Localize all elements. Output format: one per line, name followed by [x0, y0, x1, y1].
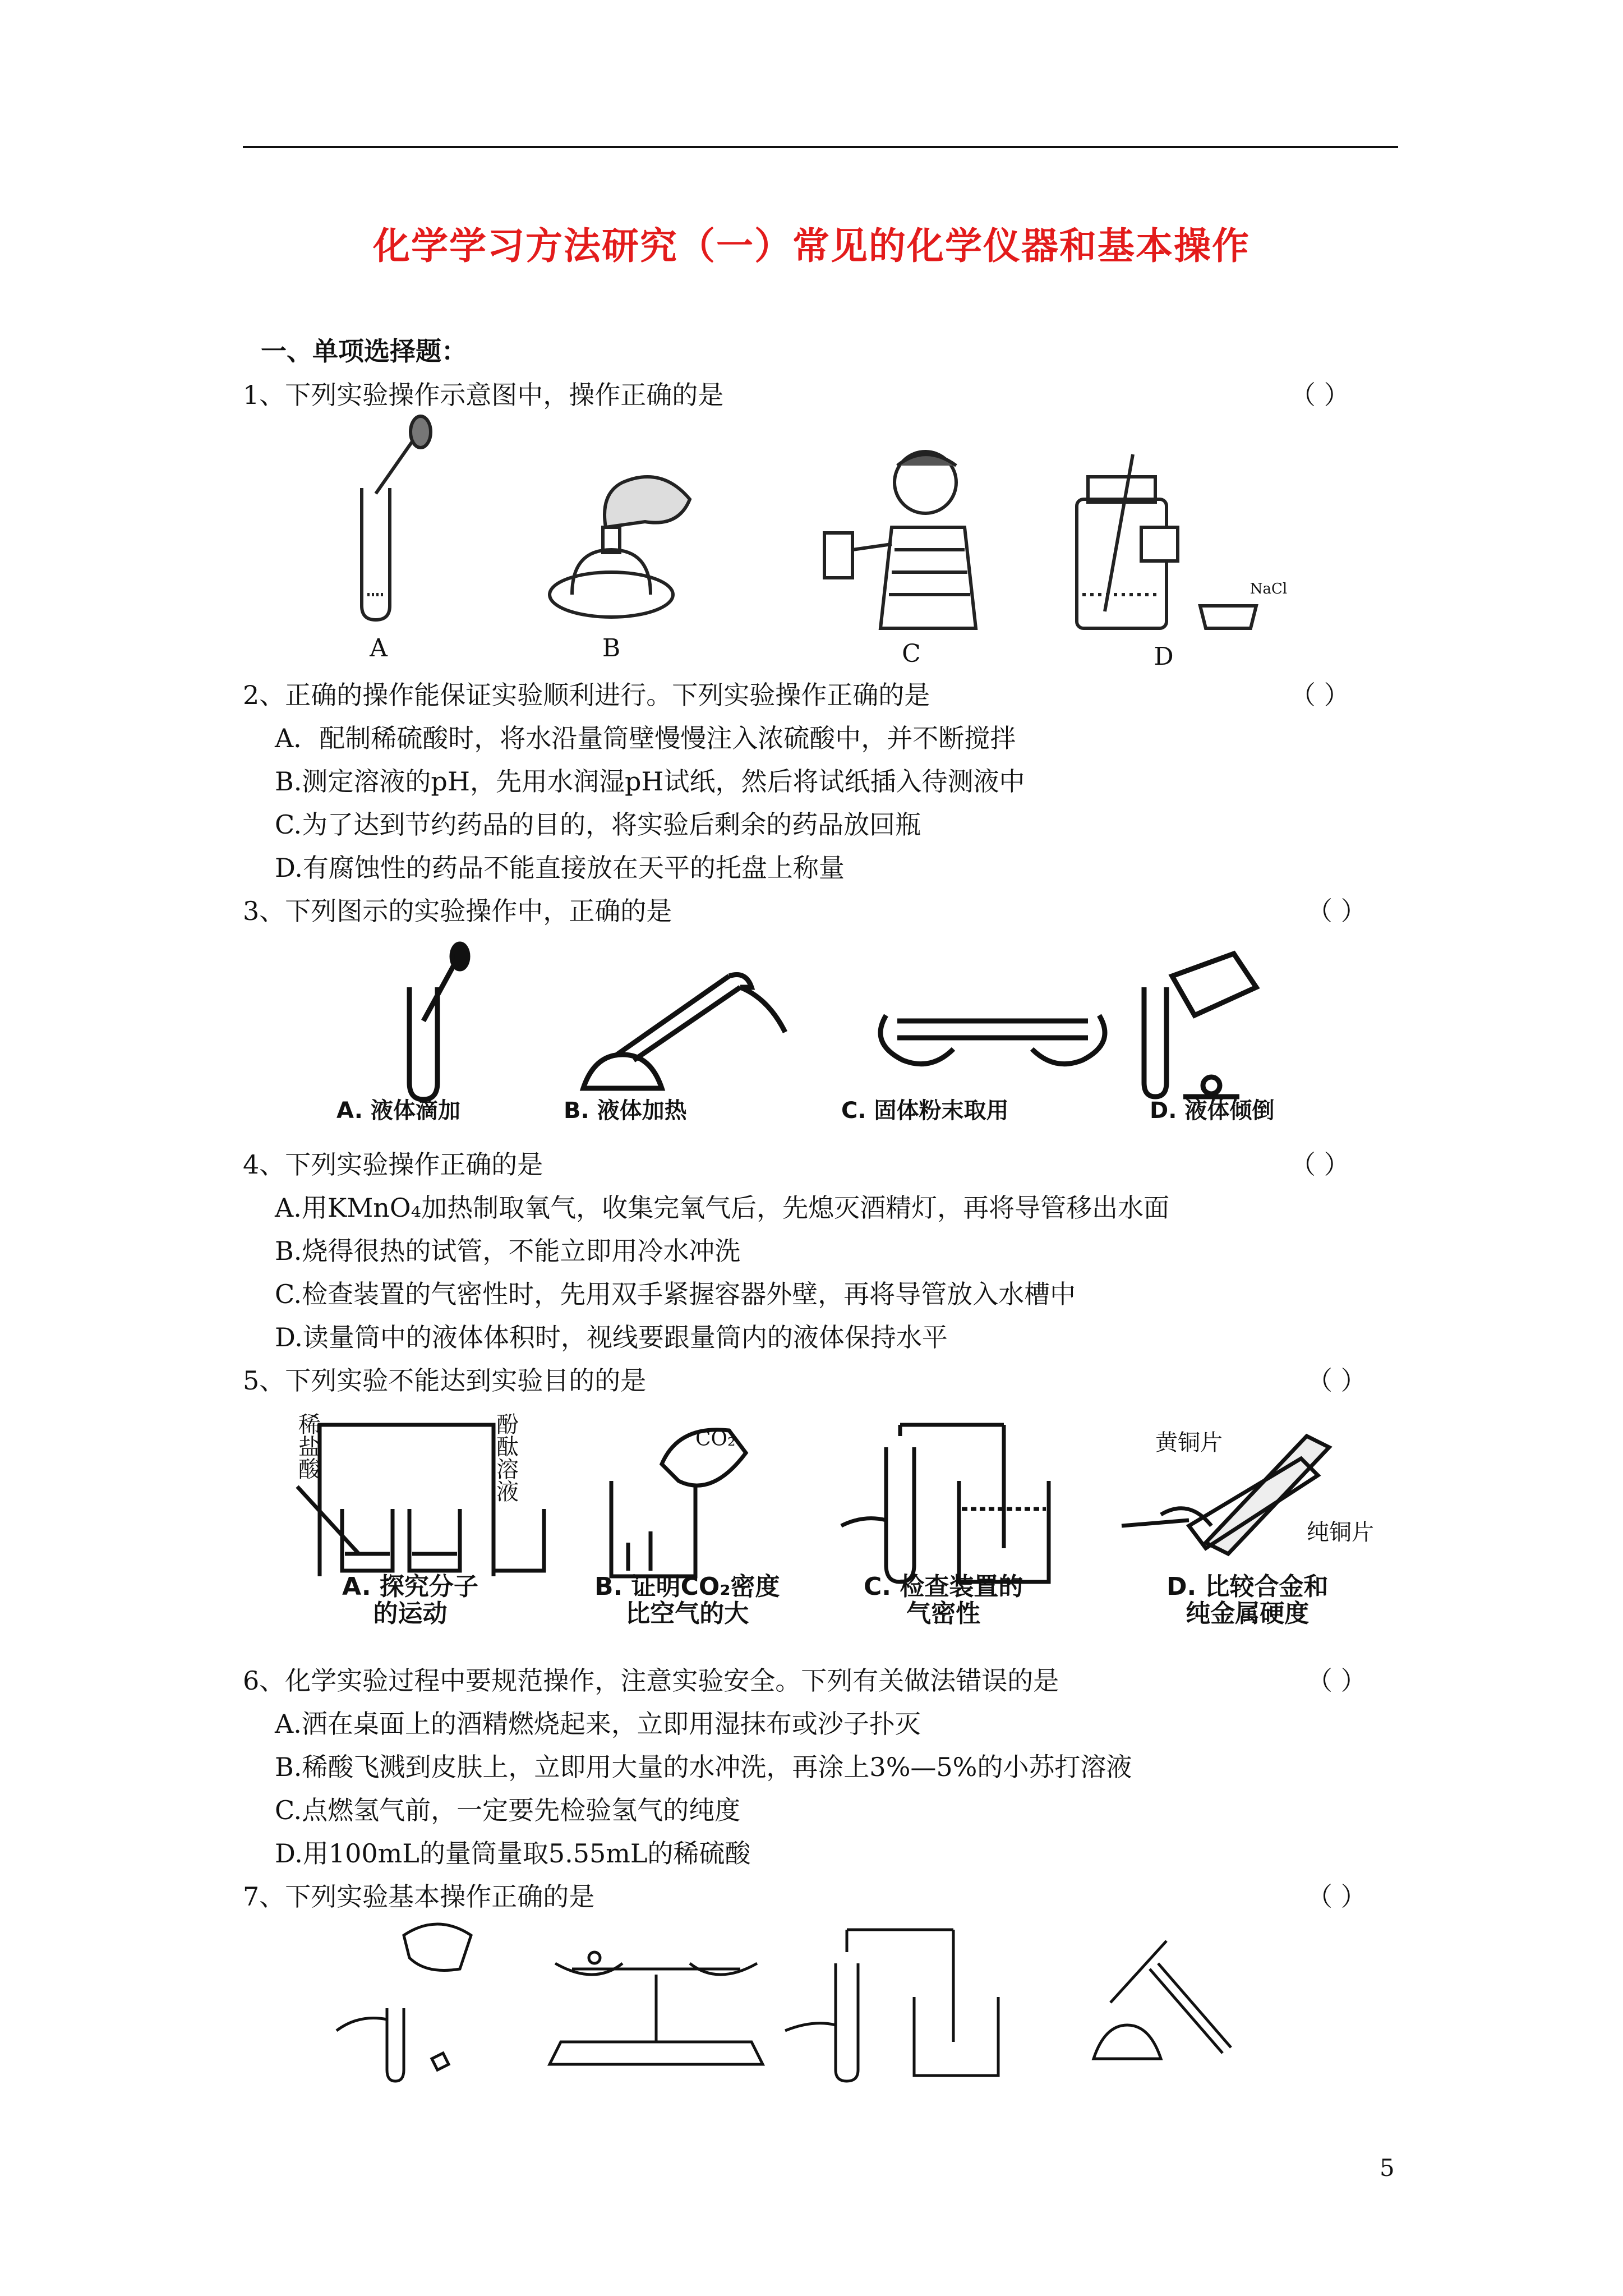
q5-label-b	[594, 1573, 780, 1627]
question-1-answer-blank[interactable]: （ ）	[1290, 380, 1350, 410]
question-7-figure	[325, 1918, 1251, 2081]
question-5-figure	[280, 1414, 1402, 1588]
question-7-answer-blank[interactable]: （ ）	[1307, 1881, 1367, 1912]
q6-option-a: A.洒在桌面上的酒精燃烧起来，立即用湿抹布或沙子扑灭	[275, 1709, 921, 1739]
q5-a-right-label: 酚酞溶液	[496, 1412, 519, 1505]
q4-option-c: C.检查装置的气密性时，先用双手紧握容器外壁，再将导管放入水槽中	[275, 1279, 1076, 1309]
q5-label-d-line2: 纯金属硬度	[1186, 1599, 1310, 1628]
q3-label-d: D. 液体倾倒	[1150, 1098, 1275, 1124]
q5-c-airtightness-check	[841, 1425, 1049, 1582]
section-heading: 一、单项选择题：	[261, 336, 467, 366]
q7-d-heating-tube	[1094, 1941, 1231, 2059]
question-5-answer-blank[interactable]: （ ）	[1307, 1365, 1367, 1396]
q5-d-right-label: 纯铜片	[1307, 1520, 1374, 1545]
q3-label-b: B. 液体加热	[564, 1098, 687, 1124]
q2-option-a: A．配制稀硫酸时，将水沿量筒壁慢慢注入浓硫酸中，并不断搅拌	[275, 723, 1016, 753]
q5-b-co2-pouring	[611, 1430, 746, 1576]
q3-d-pouring-liquid	[1144, 954, 1256, 1097]
q1-label-b: B	[602, 634, 621, 662]
q5-label-c	[864, 1573, 1023, 1627]
question-4-answer-blank[interactable]: （ ）	[1290, 1149, 1350, 1180]
q1-a-dropper-test-tube	[362, 416, 431, 620]
question-7-text: 7、下列实验基本操作正确的是	[243, 1881, 595, 1912]
q5-a-left-label: 稀盐酸	[298, 1412, 321, 1483]
q2-option-d: D.有腐蚀性的药品不能直接放在天平的托盘上称量	[275, 853, 845, 883]
q5-label-c-line2: 气密性	[906, 1599, 981, 1628]
q3-b-heating-liquid	[583, 975, 785, 1089]
q5-label-d-line1: D. 比较合金和	[1166, 1572, 1329, 1601]
q7-a-adding-solid	[336, 1924, 471, 2081]
question-5-text: 5、下列实验不能达到实验目的的是	[243, 1365, 647, 1396]
q1-label-a: A	[370, 634, 388, 662]
q4-option-a: A.用KMnO₄加热制取氧气，收集完氧气后，先熄灭酒精灯，再将导管移出水面	[275, 1193, 1170, 1223]
question-1-text: 1、下列实验操作示意图中，操作正确的是	[243, 380, 724, 410]
page-number: 5	[1380, 2154, 1395, 2182]
q5-label-c-line1: C. 检查装置的	[864, 1572, 1023, 1601]
question-3-answer-blank[interactable]: （ ）	[1307, 896, 1367, 926]
q5-label-a	[342, 1573, 478, 1627]
q1-d-reagent-bottle	[1077, 454, 1256, 628]
q4-option-d: D.读量筒中的液体体积时，视线要跟量筒内的液体保持水平	[275, 1322, 948, 1352]
q5-label-b-line1: B. 证明CO₂密度	[594, 1572, 780, 1601]
q4-option-b: B.烧得很热的试管，不能立即用冷水冲洗	[275, 1236, 741, 1266]
q5-b-co2-label: CO₂	[695, 1428, 736, 1451]
question-4-text: 4、下列实验操作正确的是	[243, 1149, 543, 1180]
q1-d-nacl-label: NaCl	[1249, 581, 1288, 597]
question-2-text: 2、正确的操作能保证实验顺利进行。下列实验操作正确的是	[243, 680, 930, 710]
q2-option-c: C.为了达到节约药品的目的，将实验后剩余的药品放回瓶	[275, 809, 921, 840]
question-3-text: 3、下列图示的实验操作中，正确的是	[243, 896, 672, 926]
q1-c-person-sniffing	[824, 452, 976, 628]
q3-a-dropping-liquid	[409, 944, 468, 1099]
q7-b-balance	[550, 1952, 763, 2064]
q6-option-d: D.用100mL的量筒量取5.55mL的稀硫酸	[275, 1838, 751, 1869]
q1-label-c: C	[902, 639, 921, 668]
q5-label-a-line1: A. 探究分子	[342, 1572, 478, 1601]
q2-option-b: B.测定溶液的pH，先用水润湿pH试纸，然后将试纸插入待测液中	[275, 766, 1025, 797]
q5-label-b-line2: 比空气的大	[625, 1599, 749, 1628]
header-rule	[243, 146, 1398, 148]
q5-d-hardness-compare	[1122, 1436, 1329, 1554]
q1-b-alcohol-lamp	[550, 477, 690, 617]
q5-label-d	[1166, 1573, 1329, 1627]
question-2-answer-blank[interactable]: （ ）	[1290, 680, 1350, 710]
q1-label-d: D	[1154, 642, 1174, 671]
q6-option-b: B.稀酸飞溅到皮肤上，立即用大量的水冲洗，再涂上3%—5%的小苏打溶液	[275, 1752, 1132, 1782]
q5-d-top-label: 黄铜片	[1155, 1430, 1223, 1456]
q3-label-a: A. 液体滴加	[336, 1098, 460, 1124]
question-6-text: 6、化学实验过程中要规范操作，注意实验安全。下列有关做法错误的是	[243, 1665, 1059, 1696]
q3-label-c: C. 固体粉末取用	[841, 1098, 1009, 1124]
q5-label-a-line2: 的运动	[373, 1599, 448, 1628]
q7-c-airtightness	[785, 1930, 998, 2081]
q6-option-c: C.点燃氢气前，一定要先检验氢气的纯度	[275, 1795, 741, 1825]
question-3-figure	[325, 954, 1335, 1116]
question-6-answer-blank[interactable]: （ ）	[1307, 1665, 1367, 1696]
page-title: 化学学习方法研究（一）常见的化学仪器和基本操作	[373, 224, 1250, 268]
q3-c-powder-taking	[880, 1015, 1105, 1064]
